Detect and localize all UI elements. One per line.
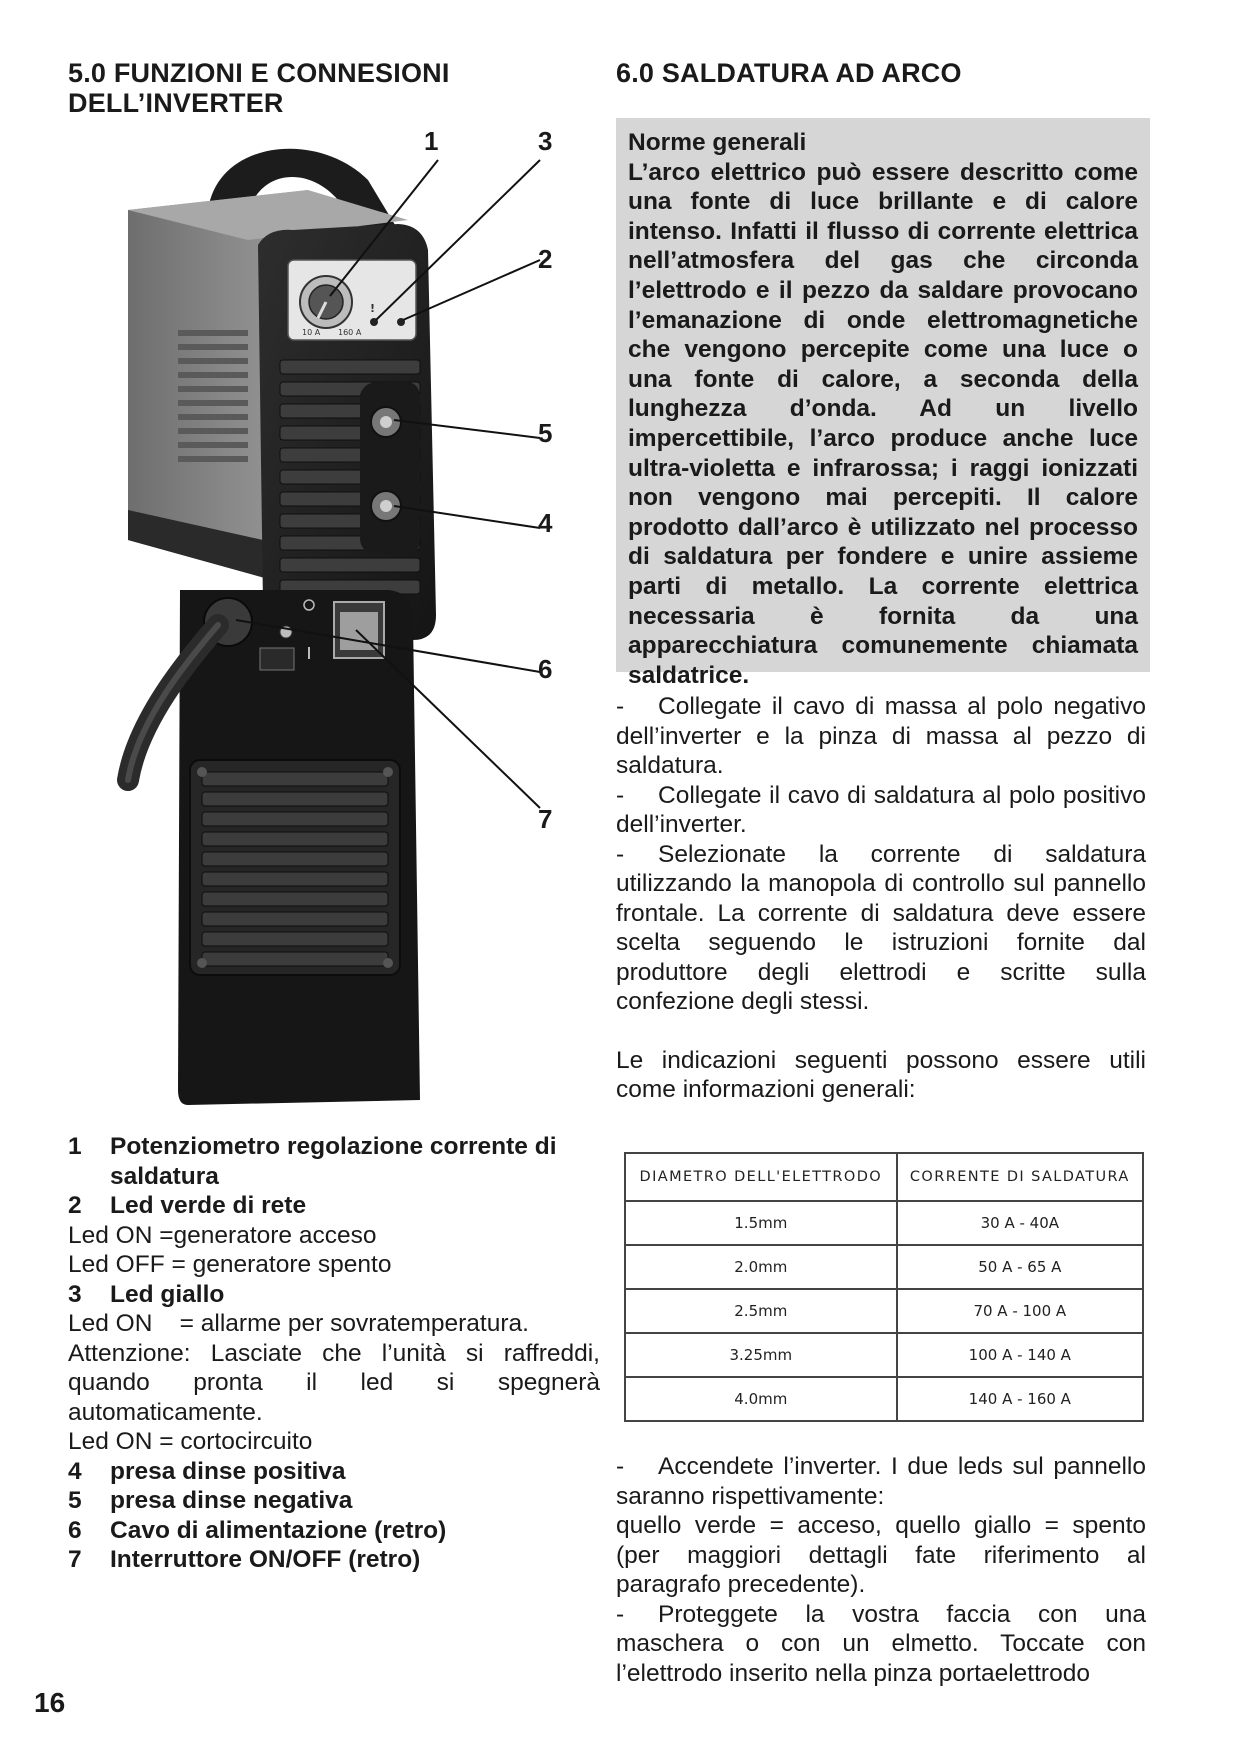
- legend-text: Attenzione: Lasciate che l’unità si raffreddi, quando pronta il led si spegnerà automaticamente.: [68, 1339, 600, 1426]
- table-header-row: [625, 1153, 1143, 1201]
- section-6-heading: 6.0 SALDATURA AD ARCO: [616, 58, 962, 88]
- table-row: [625, 1377, 1143, 1421]
- instruction-text: Selezionate la corrente di saldatura utilizzando la manopola di controllo sul pannello frontale. La corrente di saldatura deve essere scelta seguendo le istruzioni fornite dal produttore degli elettrodi e scritte sulla confezione degli stessi.: [616, 840, 1146, 1015]
- instructions-block-1: [616, 692, 1146, 1105]
- table-cell: 3.25mm: [625, 1333, 897, 1377]
- legend-title: Led verde di rete: [110, 1192, 307, 1219]
- instruction-step: - Accendete l’inverter. I due leds sul pannello saranno rispettivamente:: [616, 1453, 1146, 1510]
- general-rules-title: Norme generali: [628, 129, 807, 156]
- legend-item-4: [68, 1457, 600, 1487]
- page-number: 16: [34, 1687, 66, 1718]
- inverter-figure: [68, 120, 598, 1120]
- instruction-step: - Proteggete la vostra faccia con una maschera o con un elmetto. Toccate con l’elettrodo inserito nella pinza portaelettrodo: [616, 1600, 1146, 1687]
- table-cell: 1.5mm: [625, 1201, 897, 1245]
- inverter-illustration: [68, 120, 598, 1120]
- table-cell: 30 A - 40A: [897, 1201, 1143, 1245]
- table-row: [625, 1289, 1143, 1333]
- general-rules-text: L’arco elettrico può essere descritto come una fonte di luce brillante e di calore intenso. Infatti il flusso di corrente elettrica nell’atmosfera del gas che circonda l’elettrodo e il pezzo da saldare provocano l’emanazione di onde elettromagnetiche che vengono percepite come una luce o una fonte di calore, a seconda della lunghezza d’onda. Ad un livello impercettibile, l’arco produce anche luce ultra-violetta e infrarossa; i raggi ionizzati non vengono mai percepiti. Il calore prodotto dall’arco è utilizzato nel processo di saldatura per fondere e unire assieme parti di metallo. La corrente elettrica necessaria è fornita da una apparecchiatura comunemente chiamata saldatrice.: [628, 158, 1138, 689]
- led-status-line: quello verde = acceso, quello giallo = spento (per maggiori dettagli fate riferimento al paragrafo precedente).: [616, 1512, 1146, 1598]
- instruction-text: Collegate il cavo di massa al polo negativo dell’inverter e la pinza di massa al pezzo di saldatura.: [616, 693, 1146, 779]
- section-5-heading: [68, 58, 598, 118]
- legend-num: 4: [68, 1457, 82, 1485]
- legend-num: 5: [68, 1487, 82, 1514]
- legend-text: Led OFF = generatore spento: [68, 1251, 392, 1278]
- warning-icon: !: [370, 302, 376, 315]
- instruction-text: Proteggete la vostra faccia con una maschera o con un elmetto. Toccate con l’elettrodo inserito nella pinza portaelettrodo: [616, 1600, 1146, 1687]
- component-legend: [68, 1132, 600, 1575]
- instruction-step: - Selezionate la corrente di saldatura utilizzando la manopola di controllo sul pannello frontale. La corrente di saldatura deve essere scelta seguendo le istruzioni fornite dal produttore degli elettrodi e scritte sulla confezione degli stessi.: [616, 840, 1146, 1015]
- table-header: DIAMETRO DELL'ELETTRODO: [625, 1153, 897, 1201]
- table-cell: 2.0mm: [625, 1245, 897, 1289]
- table-row: [625, 1201, 1143, 1245]
- right-column: [616, 58, 1146, 88]
- instruction-text: Accendete l’inverter. I due leds sul pannello saranno rispettivamente:: [616, 1453, 1146, 1510]
- legend-num: 1: [68, 1133, 82, 1160]
- legend-item-5: [68, 1486, 600, 1516]
- table-intro: Le indicazioni seguenti possono essere utili come informazioni generali:: [616, 1046, 1146, 1103]
- back-view: [128, 590, 420, 1105]
- table-row: [625, 1333, 1143, 1377]
- callout-6: 6: [538, 654, 553, 684]
- table-cell: 4.0mm: [625, 1377, 897, 1421]
- legend-item-7: [68, 1545, 600, 1575]
- legend-num: 6: [68, 1516, 82, 1544]
- table-cell: 2.5mm: [625, 1289, 897, 1333]
- electrode-current-table: [624, 1152, 1144, 1422]
- legend-title: Cavo di alimentazione (retro): [110, 1516, 447, 1544]
- callout-2: 2: [538, 244, 553, 274]
- legend-title: presa dinse positiva: [110, 1457, 346, 1485]
- knob-max-label: 160 A: [338, 328, 362, 337]
- legend-title: presa dinse negativa: [110, 1487, 353, 1514]
- legend-item-3: [68, 1280, 600, 1310]
- section-5-heading-line1: 5.0 FUNZIONI E CONNESIONI: [68, 58, 450, 88]
- table-cell: 140 A - 160 A: [897, 1377, 1143, 1421]
- general-rules-box: [616, 118, 1150, 689]
- table-cell: 100 A - 140 A: [897, 1333, 1143, 1377]
- callout-3: 3: [538, 126, 553, 156]
- knob-min-label: 10 A: [302, 328, 321, 337]
- instruction-text: Collegate il cavo di saldatura al polo positivo dell’inverter.: [616, 781, 1146, 838]
- legend-title: Interruttore ON/OFF (retro): [110, 1546, 421, 1573]
- front-view: [128, 149, 436, 640]
- legend-text: Led ON = allarme per sovratemperatura.: [68, 1310, 529, 1337]
- legend-text: Led ON =generatore acceso: [68, 1221, 377, 1249]
- legend-item-2: [68, 1191, 600, 1221]
- table-row: [625, 1245, 1143, 1289]
- table-cell: 50 A - 65 A: [897, 1245, 1143, 1289]
- legend-text: Led ON = cortocircuito: [68, 1428, 313, 1455]
- legend-num: 3: [68, 1280, 82, 1308]
- instruction-step: - Collegate il cavo di saldatura al polo positivo dell’inverter.: [616, 781, 1146, 838]
- callout-1: 1: [424, 126, 439, 156]
- table-cell: 70 A - 100 A: [897, 1289, 1143, 1333]
- legend-item-6: [68, 1516, 600, 1546]
- legend-title: Led giallo: [110, 1280, 225, 1308]
- legend-item-1: [68, 1132, 600, 1191]
- left-column: [68, 58, 598, 118]
- section-5-heading-line2: DELL’INVERTER: [68, 88, 284, 118]
- callout-4: 4: [538, 508, 553, 538]
- callout-5: 5: [538, 418, 553, 448]
- table-header: CORRENTE DI SALDATURA: [897, 1153, 1143, 1201]
- legend-title: Potenziometro regolazione corrente di saldatura: [110, 1133, 557, 1190]
- legend-num: 7: [68, 1546, 82, 1573]
- instructions-block-2: [616, 1452, 1146, 1688]
- legend-num: 2: [68, 1192, 82, 1219]
- instruction-step: - Collegate il cavo di massa al polo negativo dell’inverter e la pinza di massa al pezzo di saldatura.: [616, 693, 1146, 779]
- callout-7: 7: [538, 804, 553, 834]
